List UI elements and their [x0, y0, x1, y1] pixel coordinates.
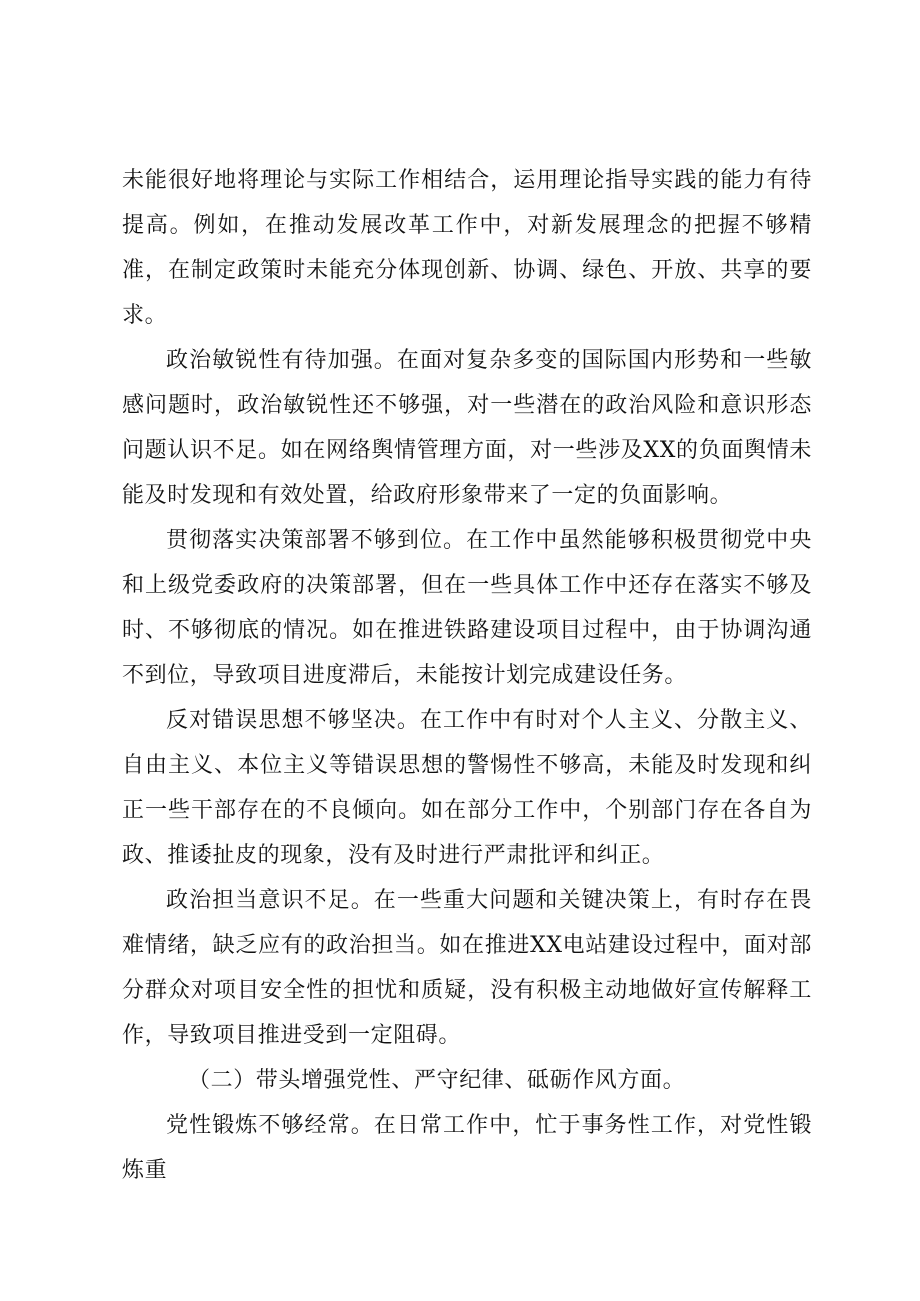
- paragraph-party-spirit: 党性锻炼不够经常。在日常工作中，忙于事务性工作，对党性锻炼重: [122, 1113, 812, 1183]
- document-body: [122, 158, 812, 1193]
- paragraph-political-responsibility: 政治担当意识不足。在一些重大问题和关键决策上，有时存在畏难情绪，缺乏应有的政治担当。如在推进XX电站建设过程中，面对部分群众对项目安全性的担忧和质疑，没有积极主动地做好宣传解释工作，导致项目推进受到一定阻碍。: [122, 888, 812, 1048]
- section-heading: （二）带头增强党性、严守纪律、砥砺作风方面。: [188, 1068, 686, 1093]
- paragraph-political-sensitivity: 政治敏锐性有待加强。在面对复杂多变的国际国内形势和一些敏感问题时，政治敏锐性还不够强，对一些潜在的政治风险和意识形态问题认识不足。如在网络舆情管理方面，对一些涉及XX的负面舆情未能及时发现和有效处置，给政府形象带来了一定的负面影响。: [122, 348, 812, 508]
- paragraph-opposing-wrong-thoughts: 反对错误思想不够坚决。在工作中有时对个人主义、分散主义、自由主义、本位主义等错误思想的警惕性不够高，未能及时发现和纠正一些干部存在的不良倾向。如在部分工作中，个别部门存在各自为政、推诿扯皮的现象，没有及时进行严肃批评和纠正。: [122, 708, 812, 868]
- paragraph-implementation: 贯彻落实决策部署不够到位。在工作中虽然能够积极贯彻党中央和上级党委政府的决策部署，但在一些具体工作中还存在落实不够及时、不够彻底的情况。如在推进铁路建设项目过程中，由于协调沟通不到位，导致项目进度滞后，未能按计划完成建设任务。: [122, 528, 812, 688]
- paragraph-continued: 未能很好地将理论与实际工作相结合，运用理论指导实践的能力有待提高。例如，在推动发展改革工作中，对新发展理念的把握不够精准，在制定政策时未能充分体现创新、协调、绿色、开放、共享的要求。: [122, 168, 812, 328]
